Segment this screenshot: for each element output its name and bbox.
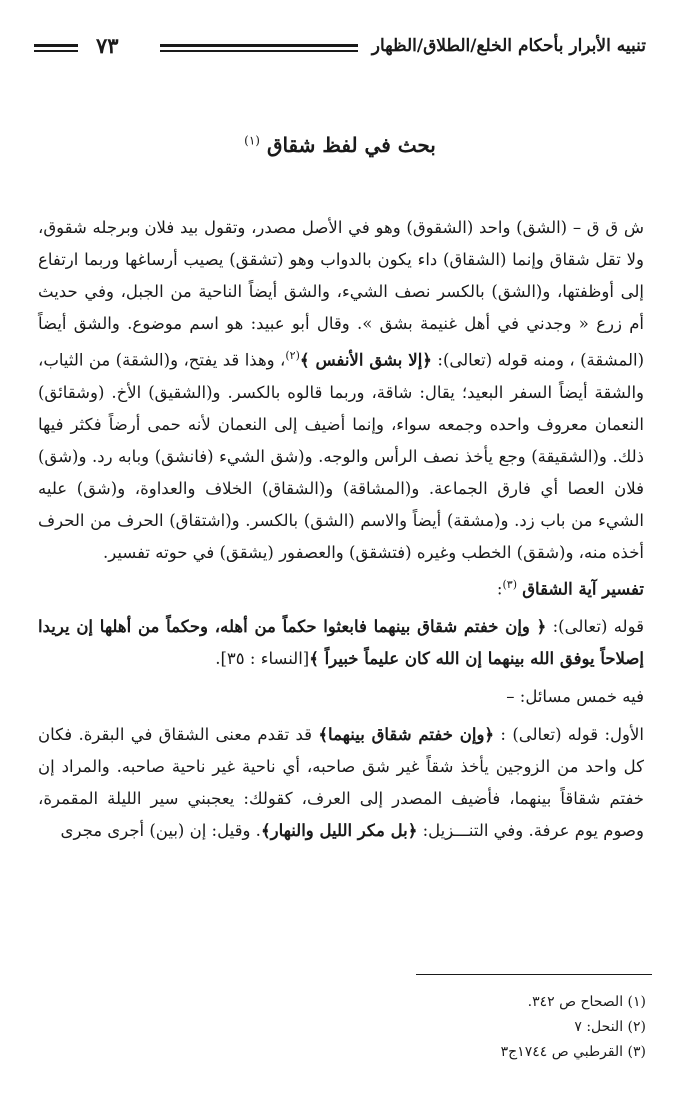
verse-intro: قوله (تعالى): <box>546 617 644 636</box>
tafsir-heading-text: تفسير آية الشقاق <box>522 579 644 598</box>
footnote-2: (٢) النحل: ٧ <box>574 1019 646 1035</box>
saba-verse: ﴿بل مكر الليل والنهار﴾ <box>260 821 418 840</box>
section-title <box>0 133 680 157</box>
first-issue-tail: . وقيل: إن (بين) أجرى مجرى <box>60 821 261 840</box>
footnote-3: (٣) القرطبي ص ١٧٤٤ج٣ <box>500 1044 646 1060</box>
footnote-ref-3: (٣) <box>502 577 517 591</box>
section-title-text: بحث في لفظ شقاق <box>266 133 436 157</box>
footnote-separator <box>416 974 652 975</box>
section-title-footnote-ref: (١) <box>244 133 260 148</box>
header-rule-center-thin <box>160 50 358 52</box>
paragraph-definition-part2: ، وهذا قد يفتح، و(الشقة) من الثياب، والشقة أيضاً السفر البعيد؛ يقال: شاقة، وربما قالوه بالكسر. و(الشقيق) الأخ. (وشقائق) النعمان معروف واحده وجمعه سواء، وإنما أضيف إلى النعمان لأنه حمى أرضاً فكثر فيها ذلك. و(الشقيقة) وجع يأخذ نصف الرأس والوجه. و(شق الشيء (فانشق) وبابه رد. و(شق) فلان العصا أي فارق الجماعة. و(المشاقة) و(الشقاق) الخلاف والعداوة، و(شق) عليه الشيء من باب زد. و(مشقة) أيضاً والاسم (الشق) بالكسر. و(اشتقاق) الحرف من الحرف أخذه منه، و(شقق) الخطب وغيره (فتشقق) والعصفور (يشقق) في حوته تفسير. <box>38 350 644 562</box>
footnote-1: (١) الصحاح ص ٣٤٢. <box>527 994 646 1010</box>
paragraph-first-issue <box>38 719 644 847</box>
tafsir-heading-colon: : <box>496 579 503 598</box>
verse-paragraph <box>38 611 644 675</box>
verse-text: ﴿ وإن خفتم شقاق بينهما فابعثوا حكماً من أهله، وحكماً من أهلها إن يريدا إصلاحاً يوفق الله بينهما إن الله كان عليماً خبيراً ﴾ <box>38 617 644 668</box>
tafsir-heading <box>38 569 644 606</box>
footnotes <box>246 990 646 1065</box>
header-rule-center <box>160 44 358 47</box>
paragraph-definition <box>38 212 644 569</box>
footnote-ref-2: (٢) <box>285 349 300 362</box>
body-text <box>38 212 644 847</box>
page-number: ٧٣ <box>96 33 119 58</box>
verse-citation: [النساء : ٣٥]. <box>215 649 310 668</box>
first-issue-body: قد تقدم معنى الشقاق في البقرة. فكان كل واحد من الزوجين يأخذ شقاً غير شق صاحبه، أي ناحية غير ناحية صاحبه. والمراد إن خفتم شقاقاً بينهما، فأضيف المصدر إلى العرف، كقولك: يعجبني سير الليلة المقمرة، وصوم يوم عرفة. وفي التنـــزيل: <box>38 725 644 840</box>
first-issue-lead: الأول: قوله (تعالى) : <box>494 725 644 744</box>
header-rule-left-thin <box>34 50 78 52</box>
issues-line: فيه خمس مسائل: – <box>506 687 644 706</box>
paragraph-definition-part1: ش ق ق – (الشق) واحد (الشقوق) وهو في الأصل مصدر، وتقول بيد فلان وبرجله شقوق، ولا تقل شقاق وإنما (الشقاق) داء يكون بالدواب وهو (تشقق) يصيب أرساغها وربما ارتفاع إلى أوظفتها، و(الشق) بالكسر نصف الشيء، والشق أيضاً الناحية من الجبل، وفي حديث أم زرع « وجدني في أهل غنيمة بشق ». وقال أبو عبيد: هو اسم موضوع. والشق أيضاً (المشقة) ، ومنه قوله (تعالى): <box>38 218 645 370</box>
quran-quote-nahl: ﴿إلا بشق الأنفس ﴾ <box>299 350 432 370</box>
running-header-title: تنبيه الأبرار بأحكام الخلع/الطلاق/الظهار <box>371 36 646 56</box>
first-issue-verse: ﴿وإن خفتم شقاق بينهما﴾ <box>318 725 495 744</box>
header-rule-left <box>34 44 78 47</box>
